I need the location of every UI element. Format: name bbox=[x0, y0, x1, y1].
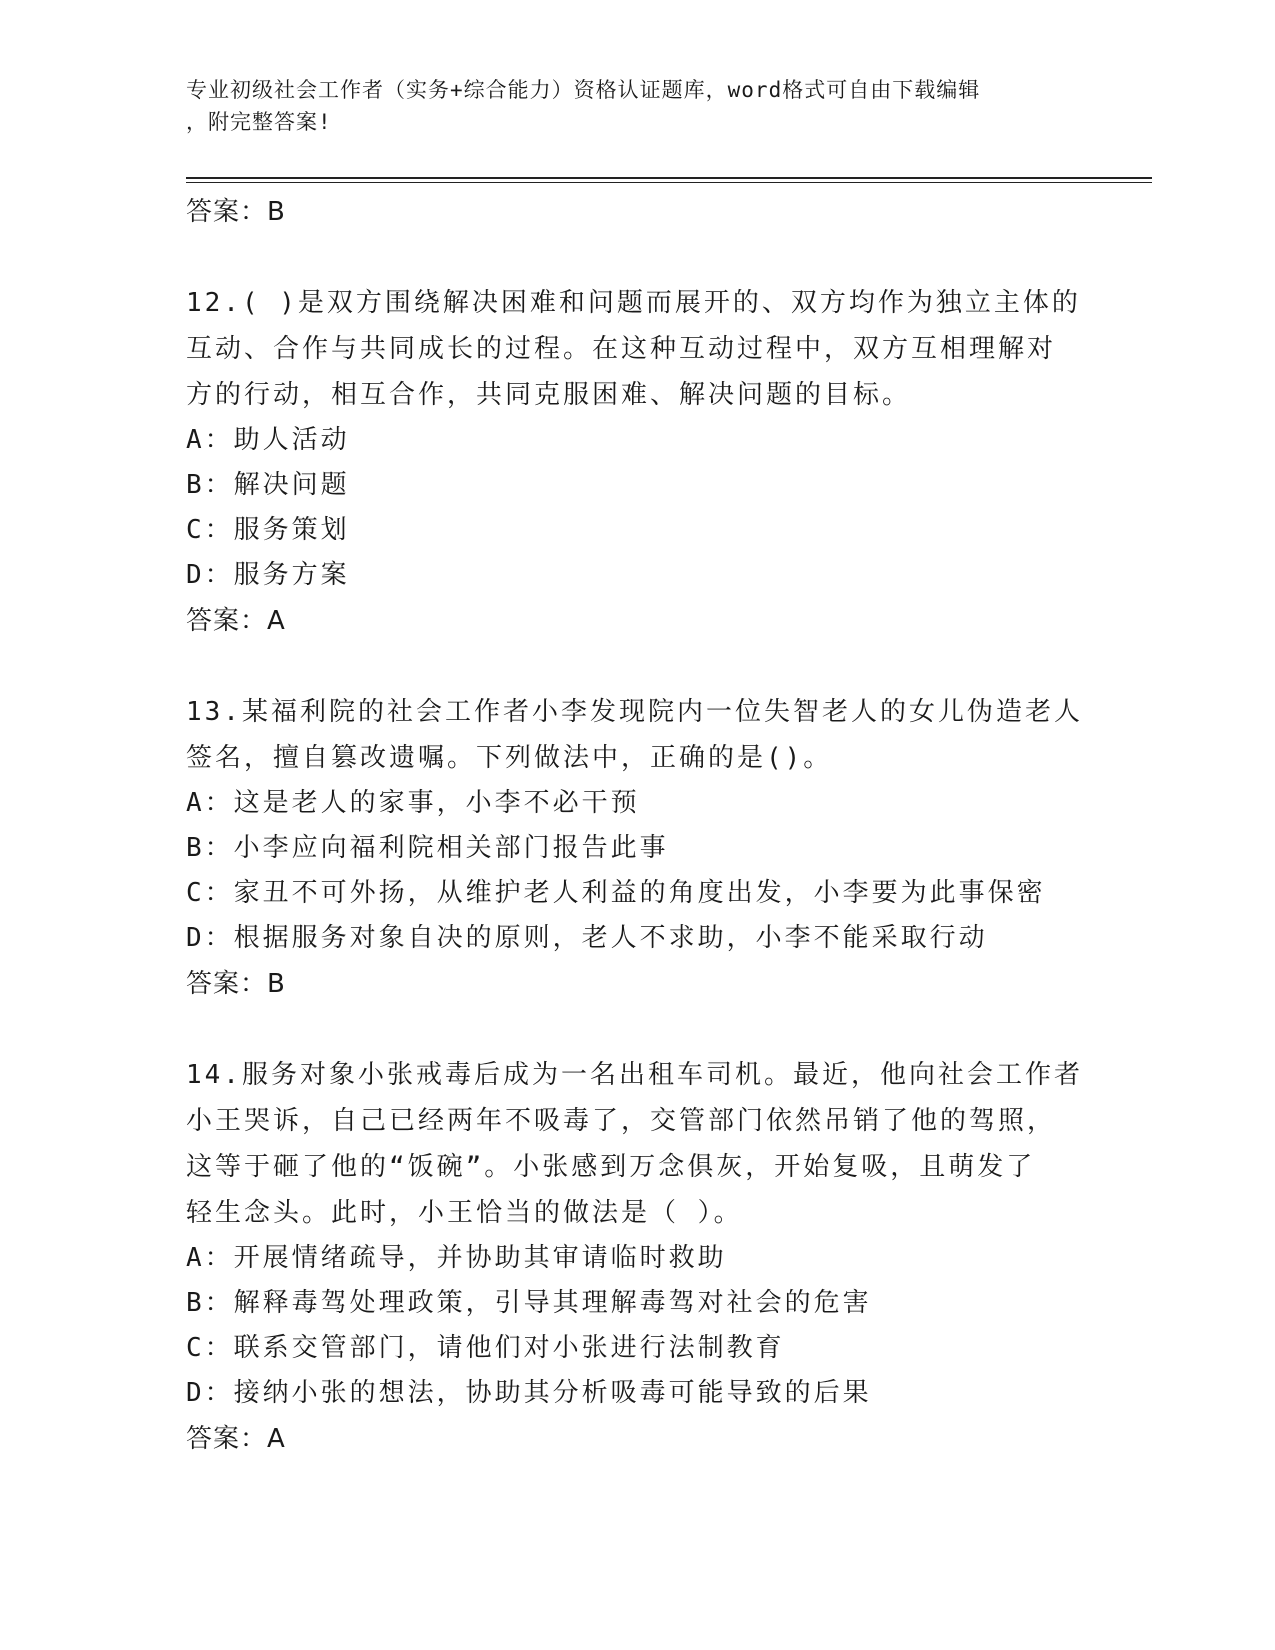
stem-line: 这等于砸了他的“饭碗”。小张感到万念俱灰，开始复吸，且萌发了 bbox=[186, 1152, 1036, 1182]
option-a: A：开展情绪疏导，并协助其审请临时救助 bbox=[186, 1243, 727, 1273]
option-d: D：服务方案 bbox=[186, 560, 350, 590]
option-c: C：联系交管部门，请他们对小张进行法制教育 bbox=[186, 1333, 785, 1363]
answer-line: 答案：A bbox=[186, 1424, 286, 1454]
option-d: D：根据服务对象自决的原则，老人不求助，小李不能采取行动 bbox=[186, 923, 988, 953]
question-14 bbox=[186, 1052, 1086, 1462]
stem-line: 14.服务对象小张戒毒后成为一名出租车司机。最近，他向社会工作者 bbox=[186, 1060, 1083, 1090]
question-12 bbox=[186, 280, 1086, 644]
header-divider-thin bbox=[186, 182, 1152, 183]
question-13 bbox=[186, 689, 1086, 1007]
option-c: C：家丑不可外扬，从维护老人利益的角度出发，小李要为此事保密 bbox=[186, 878, 1046, 908]
stem-line: 13.某福利院的社会工作者小李发现院内一位失智老人的女儿伪造老人 bbox=[186, 697, 1083, 727]
option-a: A：助人活动 bbox=[186, 425, 350, 455]
stem-line: 互动、合作与共同成长的过程。在这种互动过程中，双方互相理解对 bbox=[186, 334, 1057, 364]
question-stem bbox=[186, 689, 1086, 781]
option-d: D：接纳小张的想法，协助其分析吸毒可能导致的后果 bbox=[186, 1378, 872, 1408]
option-c: C：服务策划 bbox=[186, 515, 350, 545]
option-a: A：这是老人的家事，小李不必干预 bbox=[186, 788, 640, 818]
question-stem bbox=[186, 280, 1086, 418]
option-b: B：解释毒驾处理政策，引导其理解毒驾对社会的危害 bbox=[186, 1288, 872, 1318]
stem-line: 签名，擅自篡改遗嘱。下列做法中，正确的是()。 bbox=[186, 743, 833, 773]
question-stem bbox=[186, 1052, 1086, 1236]
header-line-2: ，附完整答案! bbox=[186, 110, 332, 134]
stem-line: 12.( )是双方围绕解决困难和问题而展开的、双方均作为独立主体的 bbox=[186, 288, 1081, 318]
answer-line: 答案：A bbox=[186, 606, 286, 636]
stem-line: 方的行动，相互合作，共同克服困难、解决问题的目标。 bbox=[186, 380, 912, 410]
document-body bbox=[186, 189, 1086, 1462]
stem-line: 轻生念头。此时，小王恰当的做法是（ ）。 bbox=[186, 1198, 743, 1228]
header-divider-thick bbox=[186, 177, 1152, 179]
stem-line: 小王哭诉，自己已经两年不吸毒了，交管部门依然吊销了他的驾照， bbox=[186, 1106, 1057, 1136]
document-header bbox=[186, 74, 1086, 138]
answer-line: 答案：B bbox=[186, 197, 286, 227]
option-b: B：小李应向福利院相关部门报告此事 bbox=[186, 833, 669, 863]
option-b: B：解决问题 bbox=[186, 470, 350, 500]
header-line-1: 专业初级社会工作者（实务+综合能力）资格认证题库，word格式可自由下载编辑 bbox=[186, 78, 981, 102]
answer-line: 答案：B bbox=[186, 969, 286, 999]
